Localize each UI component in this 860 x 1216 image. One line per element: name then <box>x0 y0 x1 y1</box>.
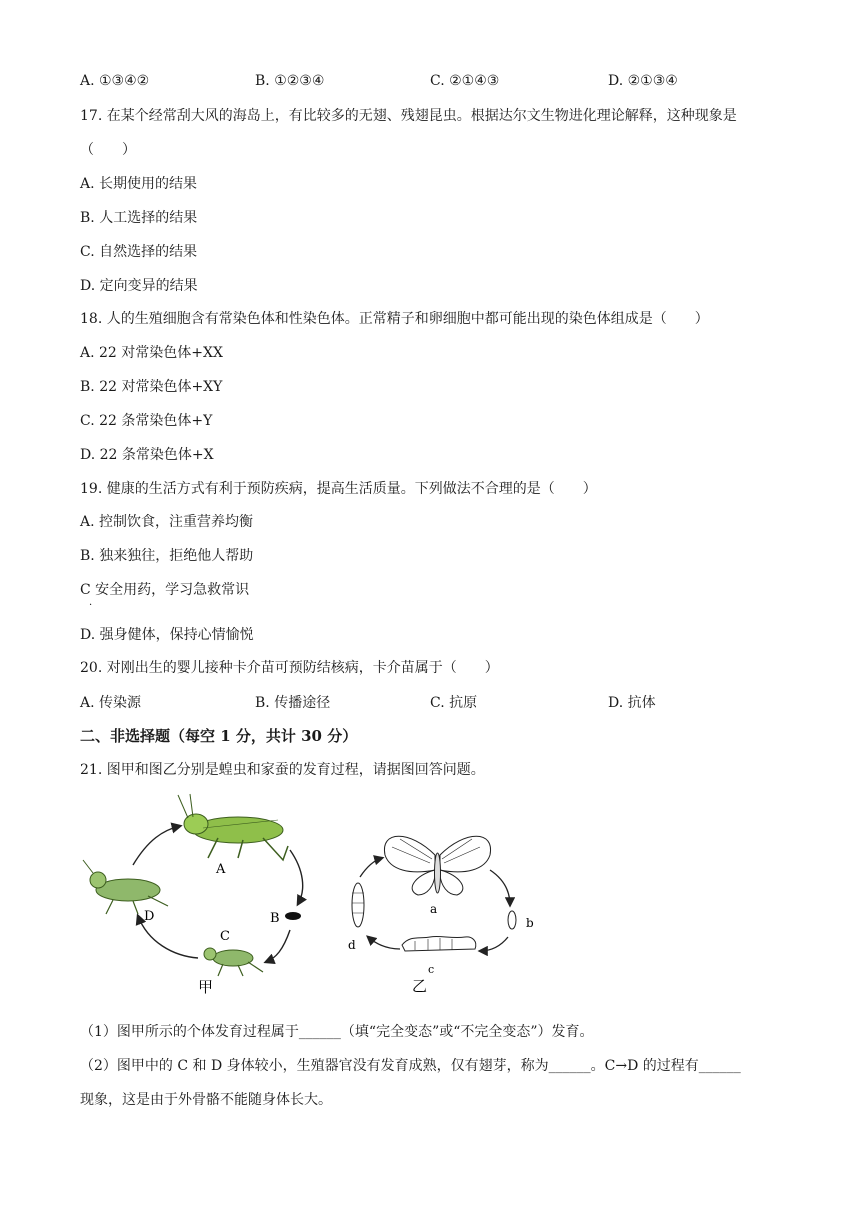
q20-stem: 20. 对刚出生的婴儿接种卡介苗可预防结核病，卡介苗属于（ ） <box>80 660 499 676</box>
q17-option-d: D. 定向变异的结果 <box>80 278 198 294</box>
q20-option-b: B. 传播途径 <box>255 695 331 711</box>
older-nymph-icon <box>83 860 168 914</box>
q18-option-a: A. 22 对常染色体+XX <box>80 345 223 361</box>
q18-option-c: C. 22 条常染色体+Y <box>80 413 213 429</box>
q20-option-c: C. 抗原 <box>430 695 478 711</box>
q19-option-b: B. 独来独往，拒绝他人帮助 <box>80 548 254 564</box>
label-a-yi: a <box>430 902 438 916</box>
label-b-yi: b <box>526 916 534 930</box>
q21-sub1: （1）图甲所示的个体发育过程属于______（填“完全变态”或“不完全变态”）发育。 <box>80 1024 594 1040</box>
larva-icon <box>402 936 476 951</box>
q19-option-c: C 安全用药，学习急救常识 <box>80 582 250 598</box>
q17-option-a: A. 长期使用的结果 <box>80 176 198 192</box>
caption-yi: 乙 <box>412 977 428 995</box>
q17-option-b: B. 人工选择的结果 <box>80 210 198 226</box>
q16-option-b: B. ①②③④ <box>255 73 325 89</box>
label-b: B <box>270 911 280 926</box>
q16-option-a: A. ①③④② <box>80 73 150 89</box>
figure-jia-grasshopper-cycle <box>78 790 318 1000</box>
arrow-b-to-c-yi <box>480 937 508 951</box>
q21-stem: 21. 图甲和图乙分别是蝗虫和家蚕的发育过程，请据图回答问题。 <box>80 762 485 778</box>
silkworm-egg-icon <box>508 911 516 929</box>
arrow-b-to-c <box>266 930 290 962</box>
arrow-d-to-a <box>133 826 180 865</box>
arrow-a-to-b-yi <box>490 870 510 905</box>
label-d-yi: d <box>348 938 356 952</box>
q20-option-d: D. 抗体 <box>608 695 656 711</box>
caption-jia: 甲 <box>198 978 214 996</box>
moth-icon <box>384 836 490 895</box>
pupa-icon <box>352 883 364 927</box>
q17-stem-cont: （ ） <box>80 142 136 158</box>
q18-option-d: D. 22 条常染色体+X <box>80 447 214 463</box>
label-a: A <box>216 862 226 877</box>
q16-option-d: D. ②①③④ <box>608 73 678 89</box>
figure-yi-silkworm-cycle <box>340 825 550 1005</box>
young-nymph-icon <box>204 948 263 976</box>
q18-stem: 18. 人的生殖细胞含有常染色体和性染色体。正常精子和卵细胞中都可能出现的染色体组成是（ ） <box>80 311 709 327</box>
arrow-d-to-a-yi <box>360 858 382 877</box>
label-c-yi: c <box>428 963 435 976</box>
q17-option-c: C. 自然选择的结果 <box>80 244 198 260</box>
q17-stem: 17. 在某个经常刮大风的海岛上，有比较多的无翅、残翅昆虫。根据达尔文生物进化理论解释，这种现象是 <box>80 108 737 124</box>
q20-option-a: A. 传染源 <box>80 695 142 711</box>
q19-stem: 19. 健康的生活方式有利于预防疾病，提高生活质量。下列做法不合理的是（ ） <box>80 481 597 497</box>
q21-sub2: （2）图甲中的 C 和 D 身体较小，生殖器官没有发育成熟，仅有翅芽，称为______。C→D 的过程有______ <box>80 1058 741 1074</box>
stray-dot: · <box>89 600 93 611</box>
q20-options <box>80 692 780 712</box>
q19-option-d: D. 强身健体，保持心情愉悦 <box>80 627 254 643</box>
q16-option-c: C. ②①④③ <box>430 73 500 89</box>
arrow-a-to-b <box>290 850 303 904</box>
q16-options <box>80 73 780 93</box>
label-c: C <box>220 929 230 944</box>
q18-option-b: B. 22 对常染色体+XY <box>80 379 223 395</box>
q19-option-a: A. 控制饮食，注重营养均衡 <box>80 514 254 530</box>
q21-sub2-cont: 现象，这是由于外骨骼不能随身体长大。 <box>80 1092 332 1108</box>
egg-icon <box>285 912 301 920</box>
section-2-heading: 二、非选择题（每空 1 分，共计 30 分） <box>80 727 358 745</box>
arrow-c-to-d-yi <box>368 937 400 949</box>
adult-grasshopper-icon <box>178 794 288 860</box>
label-d: D <box>144 909 155 924</box>
